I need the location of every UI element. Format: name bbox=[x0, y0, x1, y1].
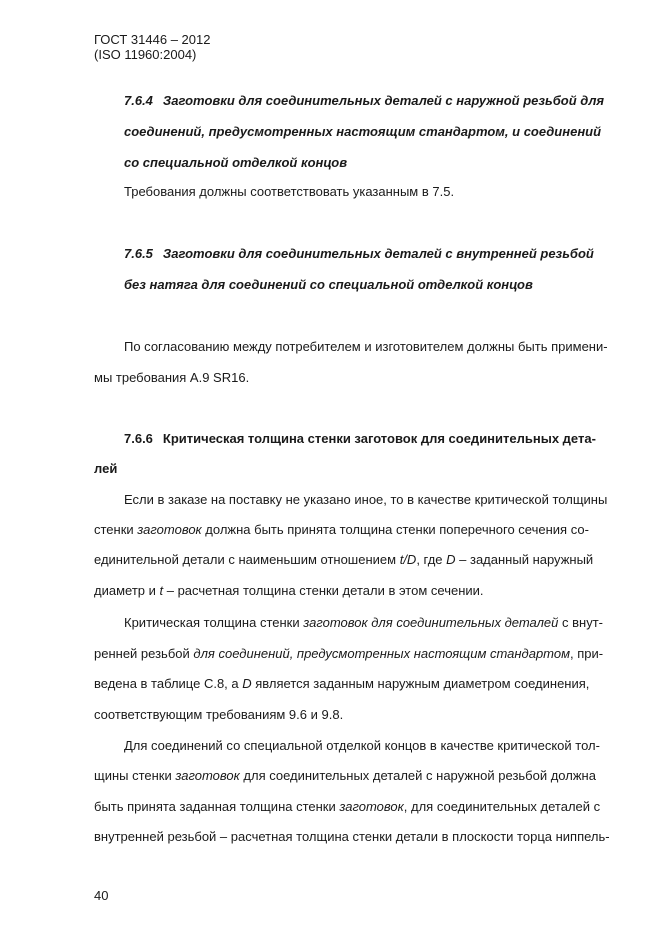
text-run: диаметр и bbox=[94, 583, 160, 598]
iso-reference: (ISO 11960:2004) bbox=[94, 47, 197, 62]
text-run: – расчетная толщина стенки детали в этом сечении. bbox=[163, 583, 484, 598]
text-run: должна быть принята толщина стенки поперечного сечения со- bbox=[201, 522, 589, 537]
section-title-line: лей bbox=[94, 461, 118, 476]
text-run: , где bbox=[416, 552, 447, 567]
paragraph-line bbox=[94, 552, 593, 568]
paragraph-line bbox=[94, 799, 600, 815]
section-title-line: Заготовки для соединительных деталей с наружной резьбой для bbox=[162, 93, 605, 108]
paragraph-line bbox=[94, 676, 589, 692]
italic-run: t/D bbox=[399, 552, 417, 567]
paragraph-line: Требования должны соответствовать указанным в 7.5. bbox=[124, 184, 455, 199]
italic-run: для соединений, предусмотренных настоящим стандартом bbox=[193, 646, 571, 661]
section-7-6-4-title bbox=[124, 93, 604, 109]
text-run: щины стенки bbox=[94, 768, 176, 783]
standard-number: ГОСТ 31446 – 2012 bbox=[94, 32, 211, 47]
paragraph-line: По согласованию между потребителем и изготовителем должны быть примени- bbox=[124, 339, 608, 354]
paragraph-line: Если в заказе на поставку не указано иное, то в качестве критической толщины bbox=[124, 492, 608, 507]
paragraph-line bbox=[94, 646, 603, 662]
text-run: с внут- bbox=[558, 615, 603, 630]
paragraph-line: мы требования A.9 SR16. bbox=[94, 370, 250, 385]
text-run: быть принята заданная толщина стенки bbox=[94, 799, 340, 814]
text-run: ренней резьбой bbox=[94, 646, 194, 661]
text-run: Критическая толщина стенки bbox=[124, 615, 304, 630]
italic-run: D bbox=[242, 676, 252, 691]
italic-run: заготовок bbox=[339, 799, 404, 814]
section-7-6-5-title bbox=[124, 246, 594, 262]
text-run: ведена в таблице C.8, а bbox=[94, 676, 243, 691]
italic-run: D bbox=[446, 552, 456, 567]
section-number: 7.6.5 bbox=[124, 246, 153, 261]
page-number: 40 bbox=[94, 888, 109, 903]
text-run: для соединительных деталей с наружной резьбой должна bbox=[239, 768, 596, 783]
text-run: , для соединительных деталей с bbox=[403, 799, 601, 814]
paragraph-line bbox=[94, 522, 589, 538]
text-run: – заданный наружный bbox=[455, 552, 594, 567]
section-title-line: Заготовки для соединительных деталей с внутренней резьбой bbox=[162, 246, 594, 261]
paragraph-line bbox=[94, 768, 596, 784]
section-title-line: без натяга для соединений со специальной отделкой концов bbox=[124, 277, 533, 292]
paragraph-line bbox=[124, 615, 603, 631]
text-run: , при- bbox=[570, 646, 604, 661]
paragraph-line: Для соединений со специальной отделкой концов в качестве критической тол- bbox=[124, 738, 600, 753]
text-run: стенки bbox=[94, 522, 138, 537]
paragraph-line: соответствующим требованиям 9.6 и 9.8. bbox=[94, 707, 344, 722]
paragraph-line: внутренней резьбой – расчетная толщина стенки детали в плоскости торца ниппель- bbox=[94, 829, 610, 844]
italic-run: заготовок bbox=[175, 768, 240, 783]
italic-run: t bbox=[159, 583, 164, 598]
section-title-line: со специальной отделкой концов bbox=[124, 155, 348, 170]
text-run: является заданным наружным диаметром соединения, bbox=[251, 676, 590, 691]
text-run: единительной детали с наименьшим отношением bbox=[94, 552, 400, 567]
section-title-line: соединений, предусмотренных настоящим стандартом, и соединений bbox=[124, 124, 602, 139]
section-number: 7.6.4 bbox=[124, 93, 153, 108]
section-number: 7.6.6 bbox=[124, 431, 153, 446]
section-7-6-6-title bbox=[124, 431, 596, 447]
italic-run: заготовок bbox=[137, 522, 202, 537]
paragraph-line bbox=[94, 583, 484, 599]
italic-run: заготовок для соединительных деталей bbox=[303, 615, 559, 630]
section-title-line: Критическая толщина стенки заготовок для соединительных дета- bbox=[162, 431, 596, 446]
